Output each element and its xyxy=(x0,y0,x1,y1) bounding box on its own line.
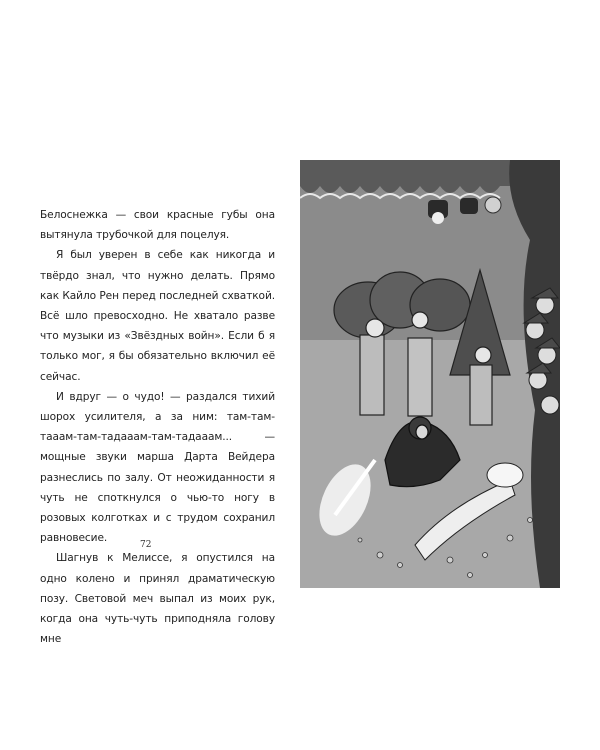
paragraph-2: Я был уверен в себе как никогда и твёрдо знал, что нужно делать. Прямо как Кайло Рен перед последней схваткой. Всё шло превосходно. Не хватало разве что музыки из «Звёздных войн». Если б я только мог, я бы обязательно включил её сейчас. xyxy=(40,249,275,383)
body-text xyxy=(40,205,275,649)
stage-illustration-icon xyxy=(300,160,560,588)
paragraph-1: Белоснежка — свои красные губы она вытянула трубочкой для поцелуя. xyxy=(40,209,275,242)
paragraph-3: И вдруг — о чудо! — раздался тихий шорох усилителя, а за ним: там-там-тааам-там-тадааам-там-тадааам... — мощные звуки марша Дарта Вейдера разнеслись по залу. От неожиданности я чуть не споткнулся о чью-то ногу в розовых колготках и с трудом сохранил равновесие. xyxy=(40,390,275,545)
paragraph-4: Шагнув к Мелиссе, я опустился на одно колено и принял драматическую позу. Световой меч выпал из моих рук, когда она чуть-чуть приподняла голову мне xyxy=(40,552,275,646)
page-number: 72 xyxy=(140,540,152,550)
